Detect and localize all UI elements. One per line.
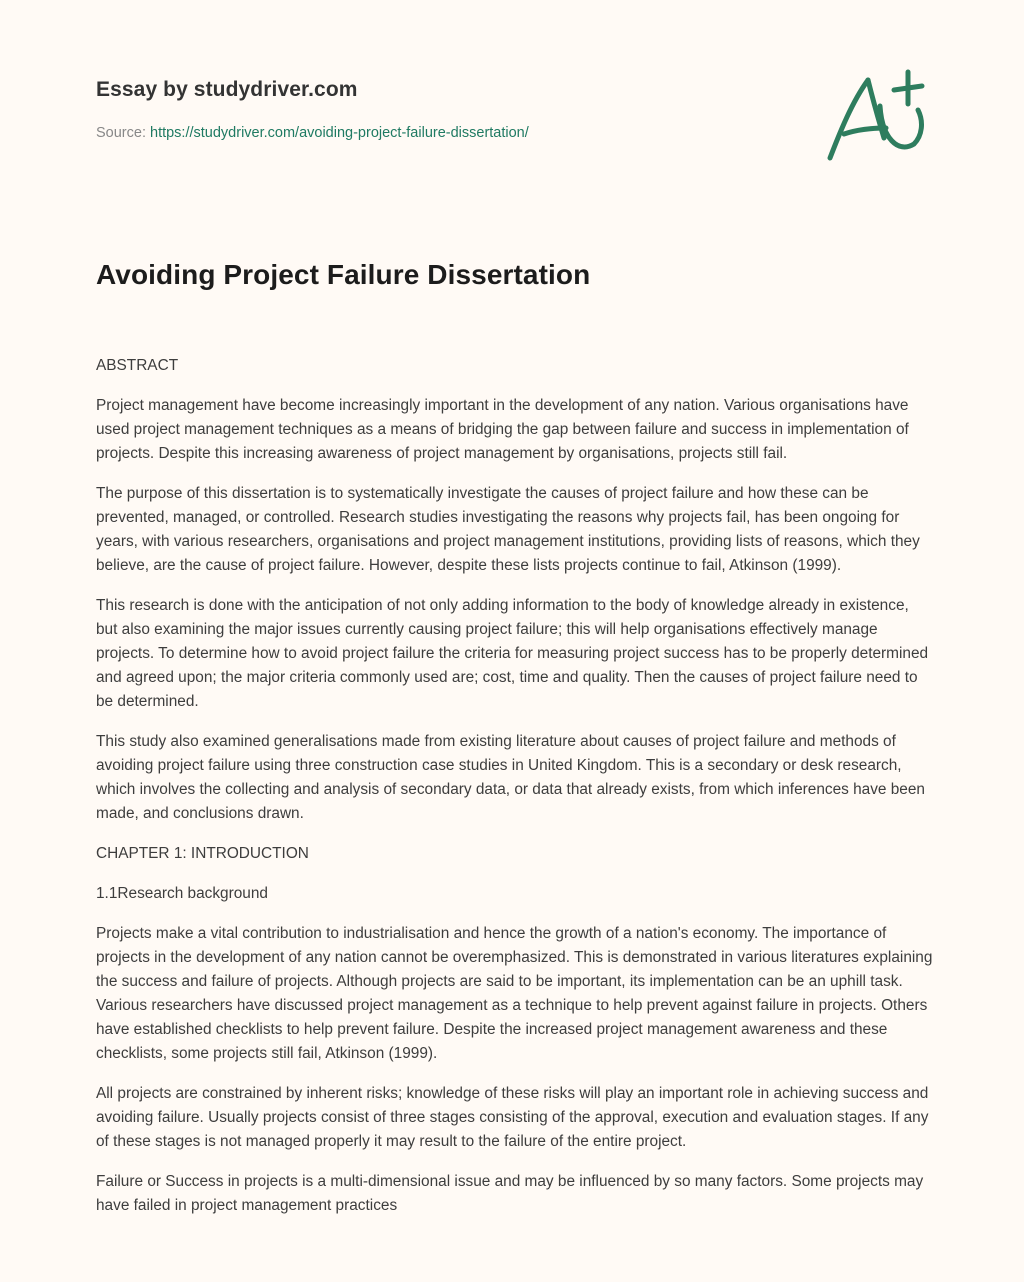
source-link[interactable]: https://studydriver.com/avoiding-project-failure-dissertation/ [150,125,529,141]
page-header [96,76,696,143]
document-body [96,354,934,1234]
paragraph: This research is done with the anticipation of not only adding information to the body of knowledge already in existence, but also examining the major issues currently causing project failure; this will help organisations effectively manage projects. To determine how to avoid project failure the criteria for measuring project success has to be properly determined and agreed upon; the major criteria commonly used are; cost, time and quality. Then the causes of project failure need to be determined. [96,597,929,710]
paragraph: Failure or Success in projects is a multi-dimensional issue and may be influenced by so many factors. Some projects may have failed in project management practices [96,1173,924,1214]
paragraph: All projects are constrained by inherent risks; knowledge of these risks will play an important role in achieving success and avoiding failure. Usually projects consist of three stages consisting of the approval, execution and evaluation stages. If any of these stages is not managed properly it may result to the failure of the entire project. [96,1085,929,1150]
section-heading-chapter-1: CHAPTER 1: INTRODUCTION [96,845,309,862]
paragraph: Project management have become increasingly important in the development of any nation. Various organisations have used project management techniques as a means of bridging the gap between failure and success in implementation of projects. Despite this increasing awareness of project management by organisations, projects still fail. [96,397,909,462]
paragraph: Projects make a vital contribution to industrialisation and hence the growth of a nation's economy. The importance of projects in the development of any nation cannot be overemphasized. This is demonstrated in various literatures explaining the success and failure of projects. Although projects are said to be important, its implementation can be an uphill task. Various researchers have discussed project management as a technique to help prevent against failure in projects. Others have established checklists to help prevent failure. Despite the increased project management awareness and these checklists, some projects still fail, Atkinson (1999). [96,925,933,1062]
a-plus-grade-icon [822,66,926,166]
subsection-heading-research-background: 1.1Research background [96,885,268,902]
paragraph: This study also examined generalisations made from existing literature about causes of project failure and methods of avoiding project failure using three construction case studies in United Kingdom. This is a secondary or desk research, which involves the collecting and analysis of secondary data, or data that already exists, from which inferences have been made, and conclusions drawn. [96,733,925,822]
document-title: Avoiding Project Failure Dissertation [96,259,591,290]
brand-title: Essay by studydriver.com [96,78,358,101]
section-heading-abstract: ABSTRACT [96,357,179,374]
source-line [96,123,696,143]
paragraph: The purpose of this dissertation is to systematically investigate the causes of project failure and how these can be prevented, managed, or controlled. Research studies investigating the reasons why projects fail, has been ongoing for years, with various researchers, organisations and project management institutions, providing lists of reasons, which they believe, are the cause of project failure. However, despite these lists projects continue to fail, Atkinson (1999). [96,485,920,574]
source-label: Source: [96,125,150,141]
